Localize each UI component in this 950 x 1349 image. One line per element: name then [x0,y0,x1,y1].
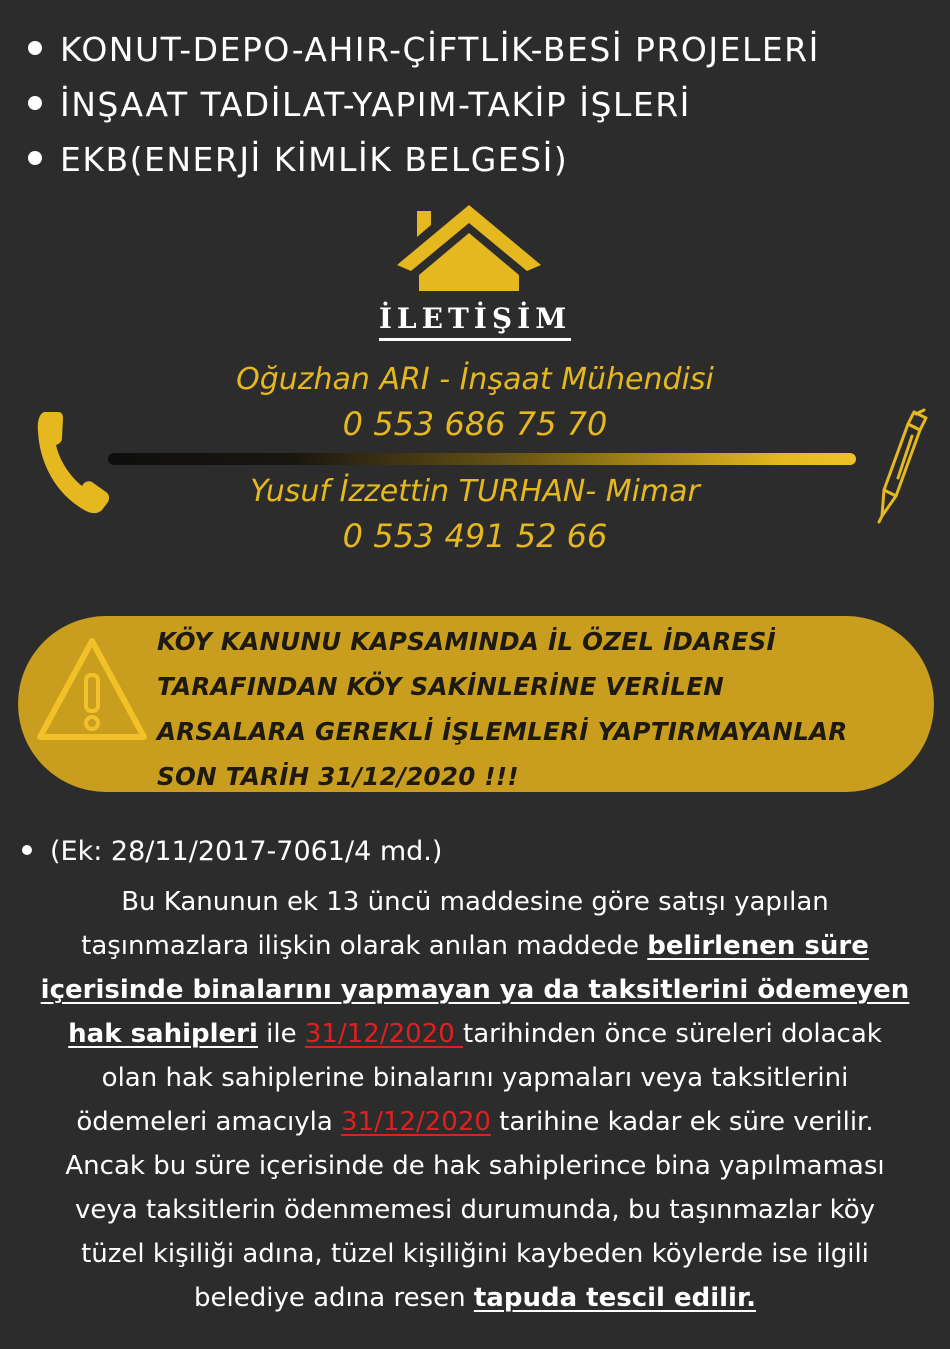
person2-phone[interactable]: 0 553 491 52 66 [342,517,608,555]
law-line: olan hak sahiplerine binalarını yapmaları veya taksitlerini [101,1063,849,1093]
law-line: taşınmazlara ilişkin olarak anılan maddede belirlenen süre [81,931,869,961]
service-item: KONUT-DEPO-AHIR-ÇİFTLİK-BESİ PROJELERİ [28,22,928,77]
law-line: Bu Kanunun ek 13 üncü maddesine göre satışı yapılan [121,887,829,917]
bullet [28,96,42,110]
law-line: belediye adına resen tapuda tescil edilir. [194,1283,756,1313]
warning-line: KÖY KANUNU KAPSAMINDA İL ÖZEL İDARESİ [157,627,776,656]
person1-phone[interactable]: 0 553 686 75 70 [342,405,608,443]
bullet [22,845,32,855]
services-list [28,22,928,187]
warning-line: SON TARİH 31/12/2020 !!! [157,762,519,791]
person2-name: Yusuf İzzettin TURHAN- Mimar [250,474,700,509]
contact-title: İLETİŞİM [0,302,950,335]
law-reference: (Ek: 28/11/2017-7061/4 md.) [22,836,442,867]
law-line: ödemeleri amacıyla 31/12/2020 tarihine kadar ek süre verilir. [76,1107,874,1137]
law-line: tüzel kişiliği adına, tüzel kişiliğini kaybeden köylerde ise ilgili [81,1239,869,1269]
law-body [16,880,934,1320]
bullet [28,41,42,55]
house-icon [395,203,543,293]
warning-line: TARAFINDAN KÖY SAKİNLERİNE VERİLEN [157,672,725,701]
service-item: EKB(ENERJİ KİMLİK BELGESİ) [28,132,928,187]
law-line: veya taksitlerin ödenmemesi durumunda, bu taşınmazlar köy [74,1195,876,1225]
warning-line: ARSALARA GEREKLİ İŞLEMLERİ YAPTIRMAYANLAR [157,717,848,746]
law-line: içerisinde binalarını yapmayan ya da taksitlerini ödemeyen [40,975,910,1005]
service-item: İNŞAAT TADİLAT-YAPIM-TAKİP İŞLERİ [28,77,928,132]
law-line: Ancak bu süre içerisinde de hak sahiplerince bina yapılmaması [65,1151,885,1181]
person1-name: Oğuzhan ARI - İnşaat Mühendisi [236,362,714,397]
pen-icon [868,408,932,524]
warning-icon [34,635,150,743]
divider [108,453,856,465]
law-line: hak sahipleri ile 31/12/2020 tarihinden önce süreleri dolacak [68,1019,882,1049]
warning-text [157,616,927,799]
bullet [28,151,42,165]
